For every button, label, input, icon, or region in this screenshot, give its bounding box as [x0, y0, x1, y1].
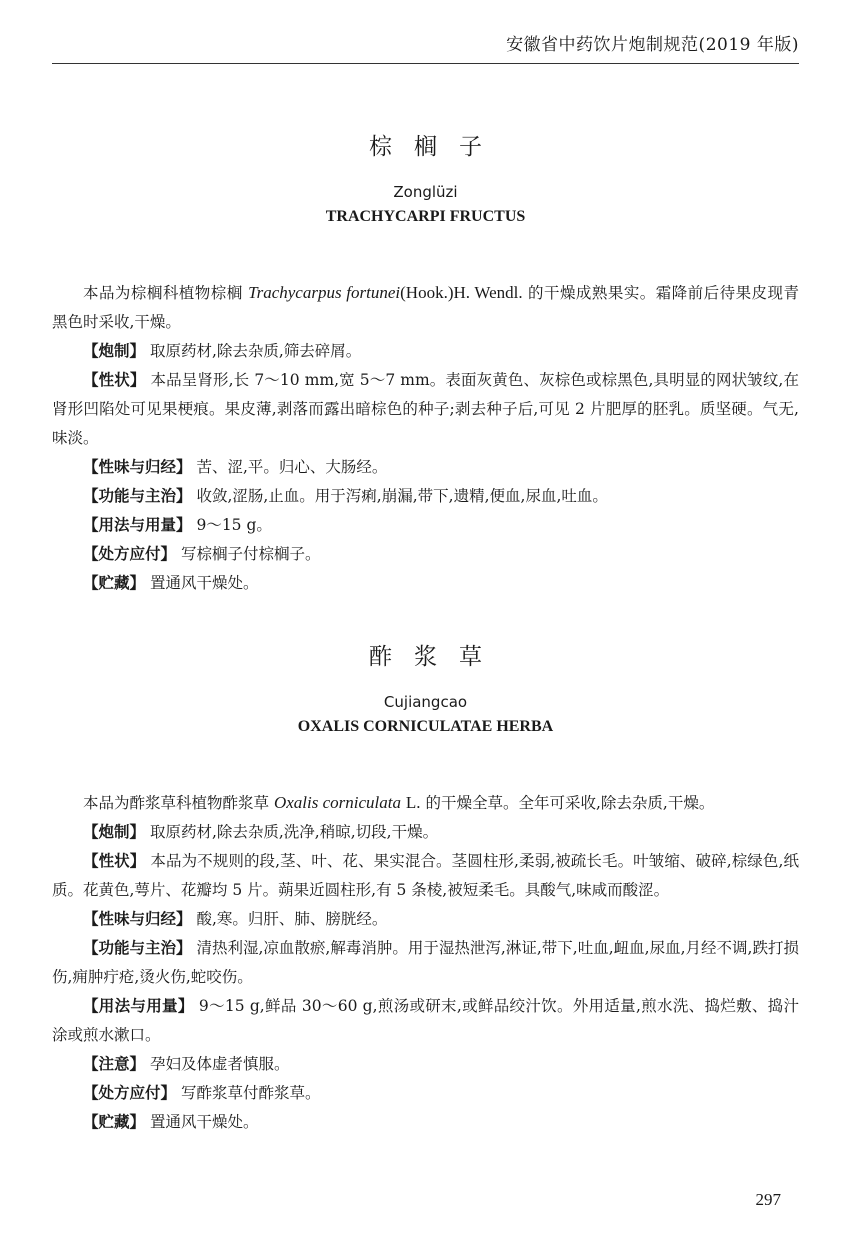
- section-usage-dosage: [52, 511, 799, 540]
- entry-body: [52, 278, 799, 598]
- section-label: 【炮制】: [83, 823, 146, 841]
- species-latin-name: Trachycarpus fortunei: [248, 283, 401, 302]
- section-text: 收敛,涩肠,止血。用于泻痢,崩漏,带下,遗精,便血,尿血,吐血。: [196, 487, 608, 505]
- section-label: 【炮制】: [83, 342, 146, 360]
- section-label: 【性状】: [83, 371, 146, 389]
- intro-text: 的干燥全草。全年可采收,除去杂质,干燥。: [420, 794, 715, 812]
- section-text: 写酢浆草付酢浆草。: [180, 1084, 321, 1102]
- section-label: 【用法与用量】: [83, 997, 194, 1015]
- header-rule: [52, 63, 799, 64]
- page-number: 297: [755, 1190, 781, 1209]
- section-text: 9～15 g。: [196, 516, 272, 534]
- section-prescription: [52, 540, 799, 569]
- section-label: 【贮藏】: [83, 574, 146, 592]
- species-latin-name: Oxalis corniculata: [273, 793, 401, 812]
- section-storage: [52, 1108, 799, 1137]
- section-function-indication: [52, 934, 799, 992]
- intro-text: 本品为棕榈科植物棕榈: [83, 284, 249, 302]
- section-description: [52, 366, 799, 453]
- section-text: 苦、涩,平。归心、大肠经。: [196, 458, 388, 476]
- section-property-meridian: [52, 905, 799, 934]
- running-header: 安徽省中药饮片炮制规范(2019 年版): [506, 35, 799, 55]
- section-text: 置通风干燥处。: [149, 574, 259, 592]
- entry-title-chinese: 棕榈子: [369, 134, 504, 160]
- entry-title-latin: OXALIS CORNICULATAE HERBA: [297, 718, 554, 735]
- section-text: 本品呈肾形,长 7～10 mm,宽 5～7 mm。表面灰黄色、灰棕色或棕黑色,具明显的网状皱纹,在肾形凹陷处可见果梗痕。果皮薄,剥落而露出暗棕色的种子;剥去种子后,可见 2 片肥厚的胚乳。质坚硬。气无,味淡。: [52, 371, 799, 447]
- section-label: 【功能与主治】: [83, 939, 192, 957]
- section-text: 孕妇及体虚者慎服。: [149, 1055, 290, 1073]
- section-label: 【功能与主治】: [83, 487, 192, 505]
- section-processing: [52, 818, 799, 847]
- intro-paragraph: [52, 788, 799, 818]
- section-function-indication: [52, 482, 799, 511]
- species-author: (Hook.)H. Wendl.: [400, 283, 523, 302]
- section-text: 写棕榈子付棕榈子。: [180, 545, 321, 563]
- section-property-meridian: [52, 453, 799, 482]
- intro-text: 本品为酢浆草科植物酢浆草: [83, 794, 274, 812]
- section-label: 【性状】: [83, 852, 146, 870]
- section-text: 本品为不规则的段,茎、叶、花、果实混合。茎圆柱形,柔弱,被疏长毛。叶皱缩、破碎,棕绿色,纸质。花黄色,萼片、花瓣均 5 片。蒴果近圆柱形,有 5 条棱,被短柔毛。具酸气,味咸而酸涩。: [52, 852, 800, 899]
- section-text: 9～15 g,鲜品 30～60 g,煎汤或研末,或鲜品绞汁饮。外用适量,煎水洗、捣烂敷、捣汁涂或煎水漱口。: [52, 997, 799, 1044]
- entry-title-latin: TRACHYCARPI FRUCTUS: [325, 208, 526, 225]
- section-text: 置通风干燥处。: [149, 1113, 259, 1131]
- section-label: 【性味与归经】: [83, 458, 192, 476]
- section-label: 【注意】: [83, 1055, 146, 1073]
- section-prescription: [52, 1079, 799, 1108]
- section-usage-dosage: [52, 992, 799, 1050]
- entry-body: [52, 788, 799, 1137]
- monograph-cujiangcao: [52, 640, 799, 1137]
- section-text: 取原药材,除去杂质,洗净,稍晾,切段,干燥。: [149, 823, 439, 841]
- section-label: 【处方应付】: [83, 545, 177, 563]
- section-processing: [52, 337, 799, 366]
- entry-title-chinese: 酢浆草: [369, 644, 504, 670]
- section-text: 酸,寒。归肝、肺、膀胱经。: [196, 910, 388, 928]
- section-text: 取原药材,除去杂质,筛去碎屑。: [149, 342, 362, 360]
- section-label: 【用法与用量】: [83, 516, 192, 534]
- section-label: 【处方应付】: [83, 1084, 177, 1102]
- intro-text: 的干燥成熟果实。霜降前后待果皮现青黑色时采收,干燥。: [52, 284, 799, 331]
- intro-paragraph: [52, 278, 799, 337]
- section-text: 清热利湿,凉血散瘀,解毒消肿。用于湿热泄泻,淋证,带下,吐血,衄血,尿血,月经不调,跌打损伤,痈肿疔疮,烫火伤,蛇咬伤。: [52, 939, 799, 986]
- section-label: 【性味与归经】: [83, 910, 192, 928]
- species-author: L.: [405, 793, 421, 812]
- entry-title-pinyin: Zonglüzi: [393, 183, 458, 201]
- section-label: 【贮藏】: [83, 1113, 146, 1131]
- section-caution: [52, 1050, 799, 1079]
- section-description: [52, 847, 799, 905]
- monograph-zonglüzi: [52, 130, 799, 598]
- entry-title-pinyin: Cujiangcao: [383, 693, 468, 711]
- section-storage: [52, 569, 799, 598]
